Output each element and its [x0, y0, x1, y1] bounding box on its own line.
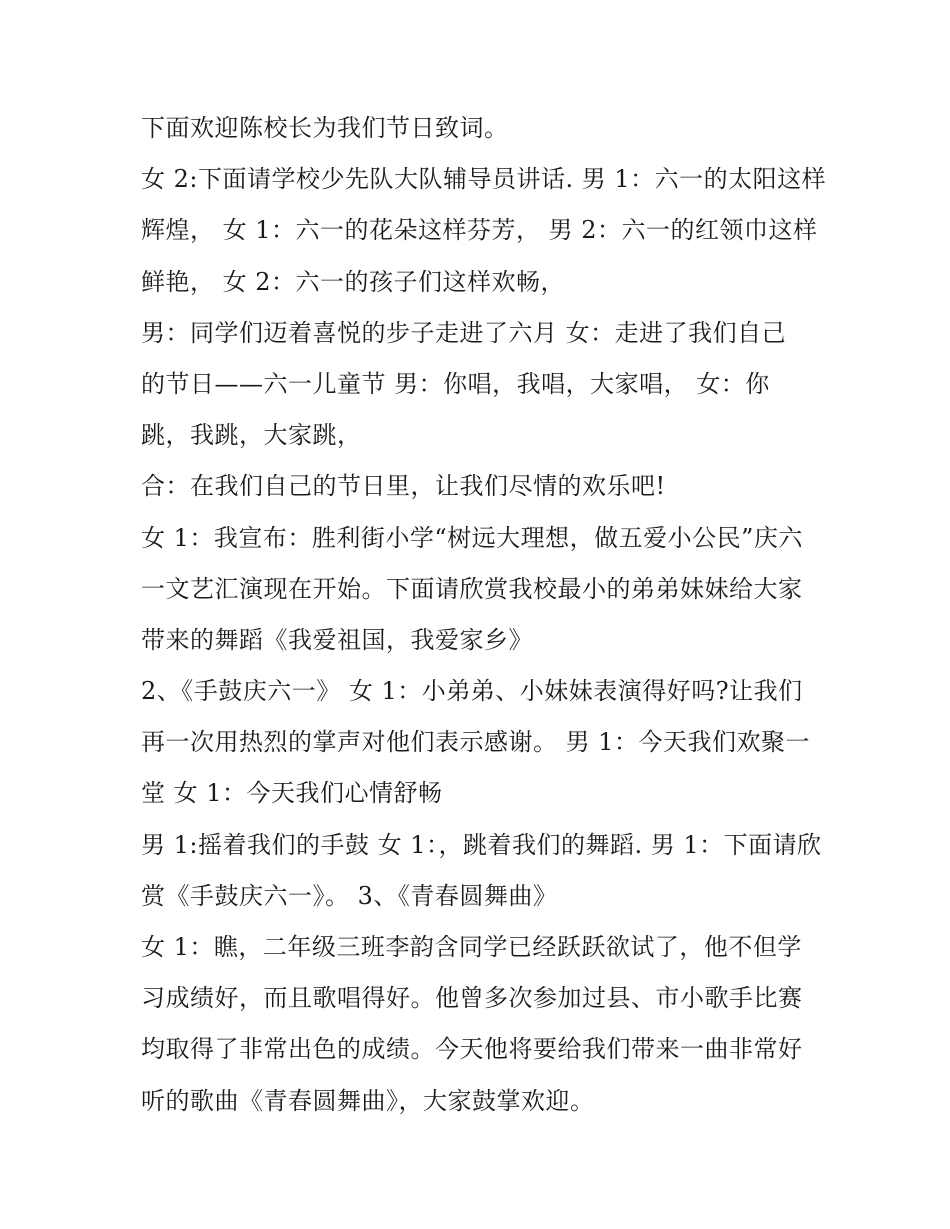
text-line: 男：同学们迈着喜悦的步子走进了六月 女：走进了我们自己	[141, 318, 787, 347]
text-line: 女 1：瞧，二年级三班李韵含同学已经跃跃欲试了，他不但学	[141, 933, 802, 961]
text-line: 辉煌， 女 1：六一的花朵这样芬芳， 男 2：六一的红领巾这样	[141, 216, 818, 245]
text-line: 男 1:摇着我们的手鼓 女 1：，跳着我们的舞蹈. 男 1：下面请欣	[141, 830, 822, 859]
text-line: 均取得了非常出色的成绩。今天他将要给我们带来一曲非常好	[141, 1035, 803, 1064]
text-line: 跳，我跳，大家跳，	[141, 421, 362, 450]
text-line: 一文艺汇演现在开始。下面请欣赏我校最小的弟弟妹妹给大家	[141, 574, 803, 603]
text-line: 习成绩好，而且歌唱得好。他曾多次参加过县、市小歌手比赛	[141, 984, 803, 1013]
text-line: 赏《手鼓庆六一》。 3、《青春圆舞曲》	[141, 881, 558, 910]
text-line: 合：在我们自己的节日里，让我们尽情的欢乐吧!	[141, 472, 666, 501]
text-line: 堂 女 1：今天我们心情舒畅	[141, 779, 443, 808]
text-line: 女 2:下面请学校少先队大队辅导员讲话. 男 1：六一的太阳这样	[141, 165, 827, 194]
text-line: 再一次用热烈的掌声对他们表示感谢。 男 1：今天我们欢聚一	[141, 728, 811, 757]
text-line: 鲜艳， 女 2：六一的孩子们这样欢畅，	[141, 267, 566, 296]
text-line: 的节日——六一儿童节 男：你唱，我唱，大家唱， 女：你	[141, 369, 770, 398]
text-line: 听的歌曲《青春圆舞曲》，大家鼓掌欢迎。	[141, 1086, 595, 1115]
text-line: 女 1：我宣布：胜利街小学“树远大理想，做五爱小公民”庆六	[141, 523, 803, 552]
text-line: 2、《手鼓庆六一》 女 1：小弟弟、小妹妹表演得好吗?让我们	[141, 677, 803, 706]
text-line: 下面欢迎陈校长为我们节日致词。	[141, 114, 509, 142]
text-line: 带来的舞蹈《我爱祖国，我爱家乡》	[141, 625, 533, 654]
document-body	[141, 103, 827, 1127]
